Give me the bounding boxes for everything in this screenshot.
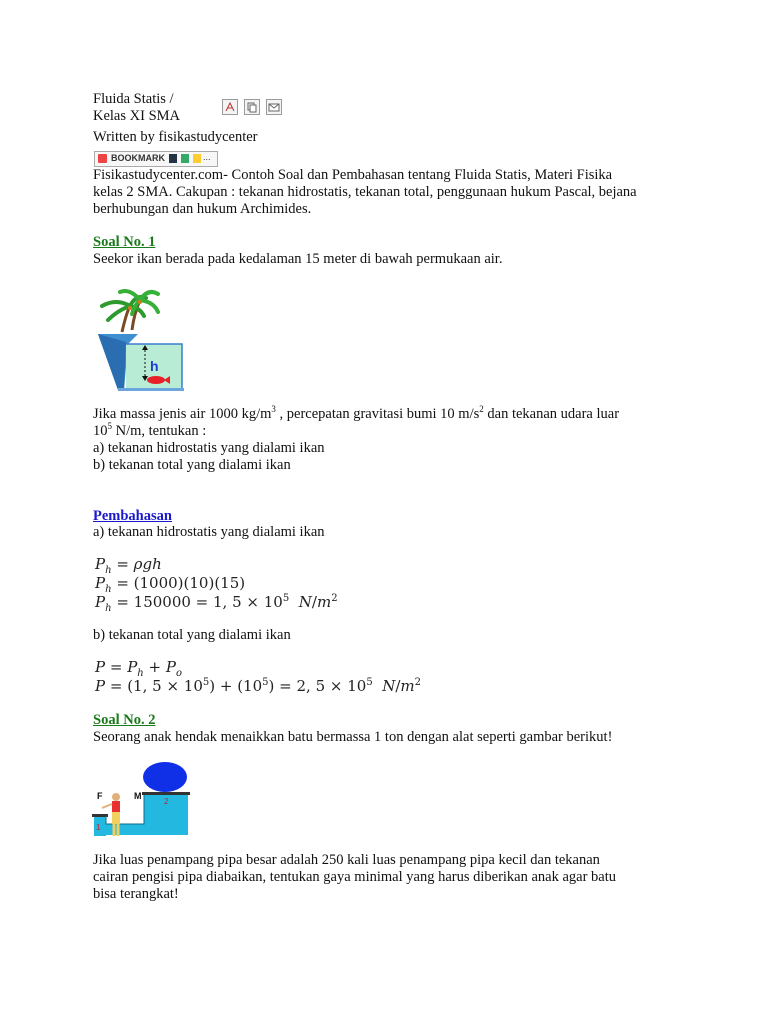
q-line2-base: 10 xyxy=(93,423,108,439)
soal2-text: Seorang anak hendak menaikkan batu bermassa 1 ton dengan alat seperti gambar berikut! xyxy=(93,729,613,745)
soal2-heading[interactable]: Soal No. 2 xyxy=(93,712,156,728)
q-line2-rest: N/m, tentukan : xyxy=(112,423,207,439)
pdf-icon[interactable] xyxy=(222,99,238,115)
soal2-question-line3: bisa terangkat! xyxy=(93,886,179,902)
plus-icon xyxy=(98,154,107,163)
doc-title-line2: Kelas XI SMA xyxy=(93,108,180,124)
soal1-question-a: a) tekanan hidrostatis yang dialami ikan xyxy=(93,440,325,456)
soal1-text: Seekor ikan berada pada kedalaman 15 meter di bawah permukaan air. xyxy=(93,251,503,267)
equation-1: $P_h = \rho gh$ xyxy=(95,555,162,576)
figure-M-label: M xyxy=(134,791,142,801)
bookmark-label: BOOKMARK xyxy=(111,153,165,163)
figure-2-label: 2 xyxy=(164,797,169,806)
soal2-question-line2: cairan pengisi pipa diabaikan, tentukan gaya minimal yang harus diberikan anak agar batu xyxy=(93,869,617,885)
q-sup2: 2 xyxy=(479,404,484,415)
equation-4: $P = P_h + P_o$ xyxy=(95,658,182,679)
star-icon xyxy=(193,154,201,163)
soal1-question-line2 xyxy=(93,423,206,440)
intro-line2: kelas 2 SMA. Cakupan : tekanan hidrostatis, tekanan total, penggunaan hukum Pascal, bejana xyxy=(93,184,637,200)
figure-1-label: 1 xyxy=(96,823,101,832)
digg-icon xyxy=(181,154,189,163)
print-icon[interactable] xyxy=(244,99,260,115)
q-part2: , percepatan gravitasi bumi 10 m/s xyxy=(275,406,480,422)
delicious-icon xyxy=(169,154,177,163)
hydraulic-lift-figure xyxy=(92,760,192,838)
soal1-question-line1 xyxy=(93,406,619,423)
soal1-question-b: b) tekanan total yang dialami ikan xyxy=(93,457,291,473)
q-part1: Jika massa jenis air 1000 kg/m xyxy=(93,406,272,422)
figure-F-label: F xyxy=(97,791,103,801)
figure-h-label: h xyxy=(150,358,159,374)
intro-line1: Fisikastudycenter.com- Contoh Soal dan Pembahasan tentang Fluida Statis, Materi Fisika xyxy=(93,167,613,183)
pembahasan-heading[interactable]: Pembahasan xyxy=(93,508,172,524)
intro-line3: berhubungan dan hukum Archimides. xyxy=(93,201,312,217)
equation-2: $P_h = (1000)(10)(15)$ xyxy=(95,574,246,595)
q-sup1: 3 xyxy=(271,404,276,415)
soal2-question-line1: Jika luas penampang pipa besar adalah 250 kali luas penampang pipa kecil dan tekanan xyxy=(93,852,600,868)
equation-5: P = (1, $5 \times 10^5) + (10^5) = 2$, $5 \times 10^5$ $N/m^2$ xyxy=(95,677,422,695)
soal1-heading[interactable]: Soal No. 1 xyxy=(93,234,156,250)
equation-3: $P_h = 150000 = 1$, $5 \times 10^5$ $N/m^2$ xyxy=(95,593,338,614)
bookmark-more: ... xyxy=(203,152,211,162)
pembahasan-a-label: a) tekanan hidrostatis yang dialami ikan xyxy=(93,524,325,540)
q-line2-sup: 5 xyxy=(107,421,112,432)
doc-title-line1: Fluida Statis / xyxy=(93,91,174,107)
pembahasan-b-label: b) tekanan total yang dialami ikan xyxy=(93,627,291,643)
q-part3: dan tekanan udara luar xyxy=(483,406,620,422)
bookmark-button[interactable] xyxy=(94,151,218,167)
email-icon[interactable] xyxy=(266,99,282,115)
fish-depth-figure xyxy=(96,284,186,392)
author-line: Written by fisikastudycenter xyxy=(93,129,258,145)
